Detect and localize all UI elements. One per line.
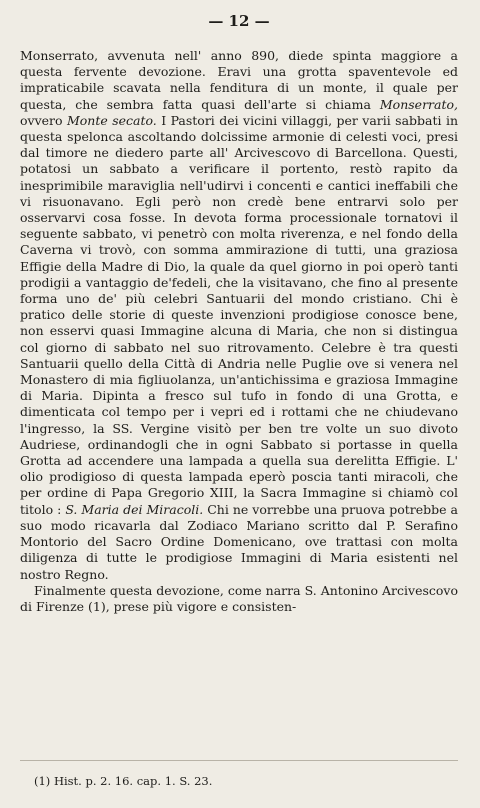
italic-text: S. Maria dei Miracoli.	[65, 501, 204, 517]
paragraph	[20, 583, 458, 615]
text-run: ovvero	[20, 112, 67, 128]
footnote-divider	[20, 760, 458, 761]
italic-text: Monte secato.	[66, 112, 157, 128]
text-run: Monserrato, avvenuta nell' anno 890, diede spinta maggiore a questa fervente devozione. Eravi una grotta spaventevole ed impraticabile scavata nella fenditura di un monte, il quale per questa, che sembra fatta quasi dell'arte si chiama	[20, 48, 458, 112]
body-text	[20, 48, 458, 615]
italic-text: Monserrato,	[379, 96, 458, 112]
footnote: (1) Hist. p. 2. 16. cap. 1. S. 23.	[34, 774, 213, 788]
text-run: Chi ne vorrebbe una pruova potrebbe a suo modo ricavarla dal Zodiaco Mariano scritto dal P. Serafino Montorio del Sacro Ordine Domenicano, ove trattasi con molta diligenza di tutte le prodigiose Immagini di Maria esistenti nel nostro Regno.	[20, 501, 458, 582]
page-number: — 12 —	[208, 12, 270, 30]
paragraph	[20, 48, 458, 583]
text-run: Finalmente questa devozione, come narra S. Antonino Arcivescovo di Firenze (1), prese più vigore e consisten-	[20, 582, 458, 614]
text-run: I Pastori dei vicini villaggi, per varii sabbati in questa spelonca ascoltando dolcissime armonie di celesti voci, presi dal timore ne diedero parte all' Arcivescovo di Barcellona. Questi, potatosi un sabbato a verificare il portento, restò rapito da inesprimibile maraviglia nell'udirvi i concenti e cantici ineffabili che vi risuonavano. Egli però non credè bene entrarvi solo per osservarvi cosa fosse. In devota forma processionale tornatovi il seguente sabbato, vi penetrò con molta riverenza, e nel fondo della Caverna vi trovò, con somma ammirazione di tutti, una graziosa Effigie della Madre di Dio, la quale da quel giorno in poi operò tanti prodigii a vantaggio de'fedeli, che la visitavano, che fino al presente forma uno de' più celebri Santuarii del mondo cristiano. Chi è pratico delle storie di queste invenzioni prodigiose conosce bene, non esservi quasi Immagine alcuna di Maria, che non si distingua col giorno di sabbato nel suo ritrovamento. Celebre è tra questi Santuarii quello della Città di Andria nelle Puglie ove si venera nel Monastero di mia figliuolanza, un'antichissima e graziosa Immagine di Maria. Dipinta a fresco sul tufo in fondo di una Grotta, e dimenticata col tempo per i vepri ed i rottami che ne chiudevano l'ingresso, la SS. Vergine visitò per ben tre volte un suo divoto Audriese, ordinandogli che in ogni Sabbato si portasse in quella Grotta ad accendere una lampada a quella sua derelitta Effigie. L' olio prodigioso di questa lampada eperò poscia tanti miracoli, che per ordine di Papa Gregorio XIII, la Sacra Immagine si chiamò col titolo :	[20, 112, 458, 517]
